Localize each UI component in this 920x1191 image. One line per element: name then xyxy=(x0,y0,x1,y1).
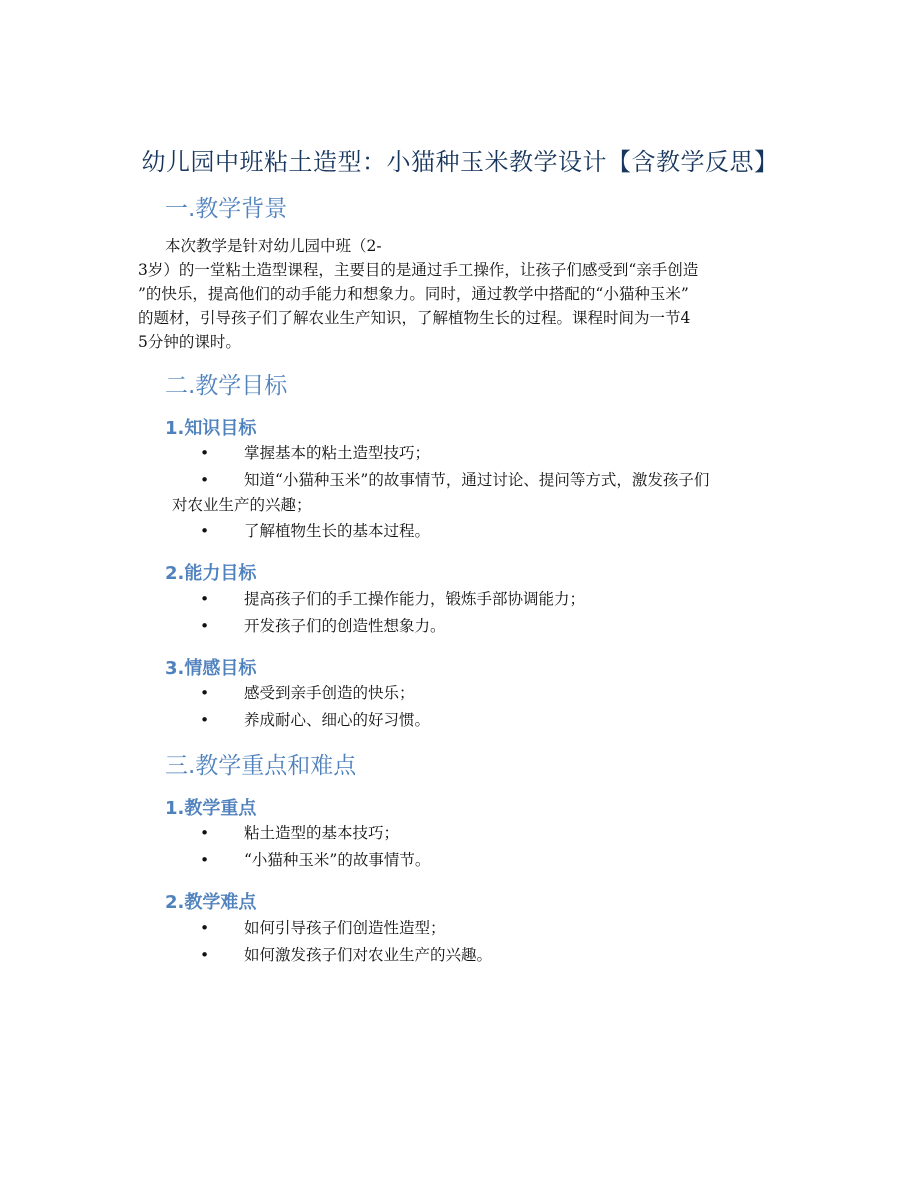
bullet-icon: • xyxy=(200,684,210,702)
list-item xyxy=(200,681,415,705)
list-item-text: 如何激发孩子们对农业生产的兴趣。 xyxy=(244,946,493,964)
bullet-icon: • xyxy=(200,851,210,869)
paragraph-line: 5分钟的课时。 xyxy=(138,333,241,351)
list-item-text: 开发孩子们的创造性想象力。 xyxy=(244,617,446,635)
list-item-text: 养成耐心、细心的好习惯。 xyxy=(244,711,431,729)
list-item-text: 了解植物生长的基本过程。 xyxy=(244,522,431,540)
list-item-text: 知道“小猫种玉米”的故事情节，通过讨论、提问等方式，激发孩子们 xyxy=(244,471,710,489)
section-heading-background: 一.教学背景 xyxy=(165,196,288,222)
subsection-heading-focus: 1.教学重点 xyxy=(165,798,257,819)
list-item xyxy=(200,708,430,732)
list-item-continuation: 对农业生产的兴趣； xyxy=(172,496,312,514)
list-item-text: “小猫种玉米”的故事情节。 xyxy=(244,851,431,869)
section-heading-goals: 二.教学目标 xyxy=(165,373,288,399)
bullet-icon: • xyxy=(200,471,210,489)
subsection-heading-ability: 2.能力目标 xyxy=(165,563,257,584)
bullet-icon: • xyxy=(200,711,210,729)
list-item xyxy=(200,821,399,845)
paragraph-line: 的题材，引导孩子们了解农业生产知识，了解植物生长的过程。课程时间为一节4 xyxy=(138,309,691,327)
paragraph-line: 3岁）的一堂粘土造型课程，主要目的是通过手工操作，让孩子们感受到“亲手创造 xyxy=(138,261,699,279)
list-item-text: 掌握基本的粘土造型技巧； xyxy=(244,444,431,462)
bullet-icon: • xyxy=(200,919,210,937)
bullet-icon: • xyxy=(200,590,210,608)
bullet-icon: • xyxy=(200,946,210,964)
paragraph-line: 本次教学是针对幼儿园中班（2- xyxy=(165,237,382,255)
list-item xyxy=(200,916,446,940)
bullet-icon: • xyxy=(200,824,210,842)
subsection-heading-difficulty: 2.教学难点 xyxy=(165,892,257,913)
list-item xyxy=(200,943,492,967)
list-item xyxy=(200,441,430,465)
list-item xyxy=(200,614,446,638)
subsection-heading-knowledge: 1.知识目标 xyxy=(165,418,257,439)
list-item-text: 提高孩子们的手工操作能力，锻炼手部协调能力； xyxy=(244,590,586,608)
document-title: 幼儿园中班粘土造型：小猫种玉米教学设计【含教学反思】 xyxy=(141,148,779,176)
bullet-icon: • xyxy=(200,617,210,635)
list-item-text: 如何引导孩子们创造性造型； xyxy=(244,919,446,937)
bullet-icon: • xyxy=(200,522,210,540)
list-item xyxy=(200,848,430,872)
list-item-text: 感受到亲手创造的快乐； xyxy=(244,684,415,702)
list-item-text: 粘土造型的基本技巧； xyxy=(244,824,400,842)
section-heading-key-points: 三.教学重点和难点 xyxy=(165,753,357,779)
list-item xyxy=(200,468,709,492)
list-item xyxy=(200,519,430,543)
background-paragraph xyxy=(138,234,788,354)
paragraph-line: ”的快乐，提高他们的动手能力和想象力。同时，通过教学中搭配的“小猫种玉米” xyxy=(138,285,689,303)
list-item xyxy=(200,587,585,611)
bullet-icon: • xyxy=(200,444,210,462)
subsection-heading-emotion: 3.情感目标 xyxy=(165,658,257,679)
